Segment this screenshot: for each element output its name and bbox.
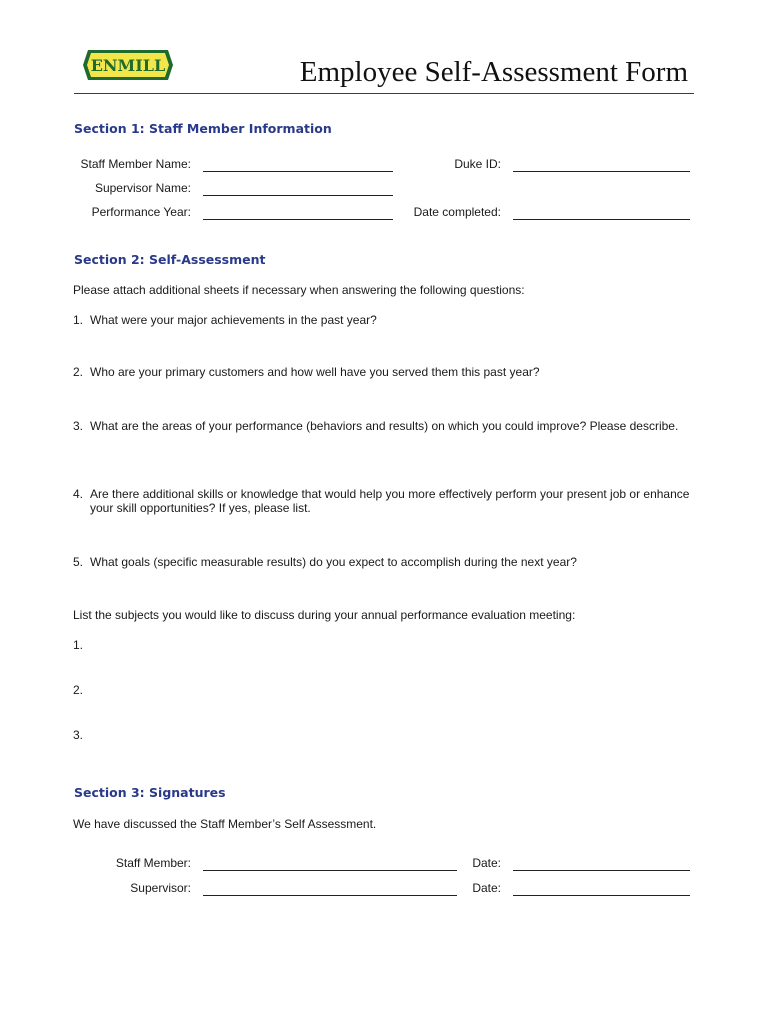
section-3-heading: Section 3: Signatures (74, 785, 226, 800)
question-number: 5. (73, 555, 84, 569)
subject-item-2: 2. (73, 683, 84, 697)
enmill-logo (82, 48, 174, 82)
question-number: 2. (73, 365, 84, 379)
subject-item-1: 1. (73, 638, 84, 652)
performance-year-field[interactable] (203, 219, 393, 220)
question-text-continued: your skill opportunities? If yes, please list. (90, 501, 311, 515)
date-completed-label: Date completed: (413, 205, 501, 219)
staff-name-label: Staff Member Name: (80, 157, 191, 171)
subjects-intro: List the subjects you would like to discuss during your annual performance evaluation meeting: (73, 608, 576, 622)
question-text: What goals (specific measurable results) do you expect to accomplish during the next year? (90, 555, 577, 569)
performance-year-label: Performance Year: (91, 205, 191, 219)
subject-item-3: 3. (73, 728, 84, 742)
staff-member-signature-field[interactable] (203, 870, 457, 871)
staff-name-field[interactable] (203, 171, 393, 172)
question-5 (73, 555, 733, 569)
supervisor-signature-label: Supervisor: (130, 881, 191, 895)
staff-date-label: Date: (472, 856, 501, 870)
page-title: Employee Self-Assessment Form (299, 56, 688, 88)
header-divider (74, 93, 694, 94)
section-1-heading: Section 1: Staff Member Information (74, 121, 332, 136)
question-text: What were your major achievements in the past year? (90, 313, 377, 327)
question-3 (73, 419, 733, 433)
question-4 (73, 487, 733, 515)
supervisor-name-field[interactable] (203, 195, 393, 196)
supervisor-date-field[interactable] (513, 895, 690, 896)
staff-member-signature-label: Staff Member: (115, 856, 191, 870)
question-text: What are the areas of your performance (behaviors and results) on which you could improve? Please describe. (90, 419, 679, 433)
instructions-text: Please attach additional sheets if necessary when answering the following questions: (73, 283, 525, 297)
supervisor-signature-field[interactable] (203, 895, 457, 896)
duke-id-field[interactable] (513, 171, 690, 172)
date-completed-field[interactable] (513, 219, 690, 220)
question-2 (73, 365, 733, 379)
duke-id-label: Duke ID: (454, 157, 501, 171)
question-number: 1. (73, 313, 84, 327)
question-text: Are there additional skills or knowledge that would help you more effectively perform your present job or enhance (90, 487, 690, 501)
svg-text:ENMILL: ENMILL (90, 56, 166, 75)
supervisor-name-label: Supervisor Name: (94, 181, 191, 195)
question-1 (73, 313, 733, 327)
section-2-heading: Section 2: Self-Assessment (74, 252, 266, 267)
question-text: Who are your primary customers and how well have you served them this past year? (90, 365, 540, 379)
signature-statement: We have discussed the Staff Member’s Self Assessment. (73, 817, 377, 831)
staff-date-field[interactable] (513, 870, 690, 871)
question-number: 3. (73, 419, 84, 433)
question-number: 4. (73, 487, 84, 501)
supervisor-date-label: Date: (472, 881, 501, 895)
